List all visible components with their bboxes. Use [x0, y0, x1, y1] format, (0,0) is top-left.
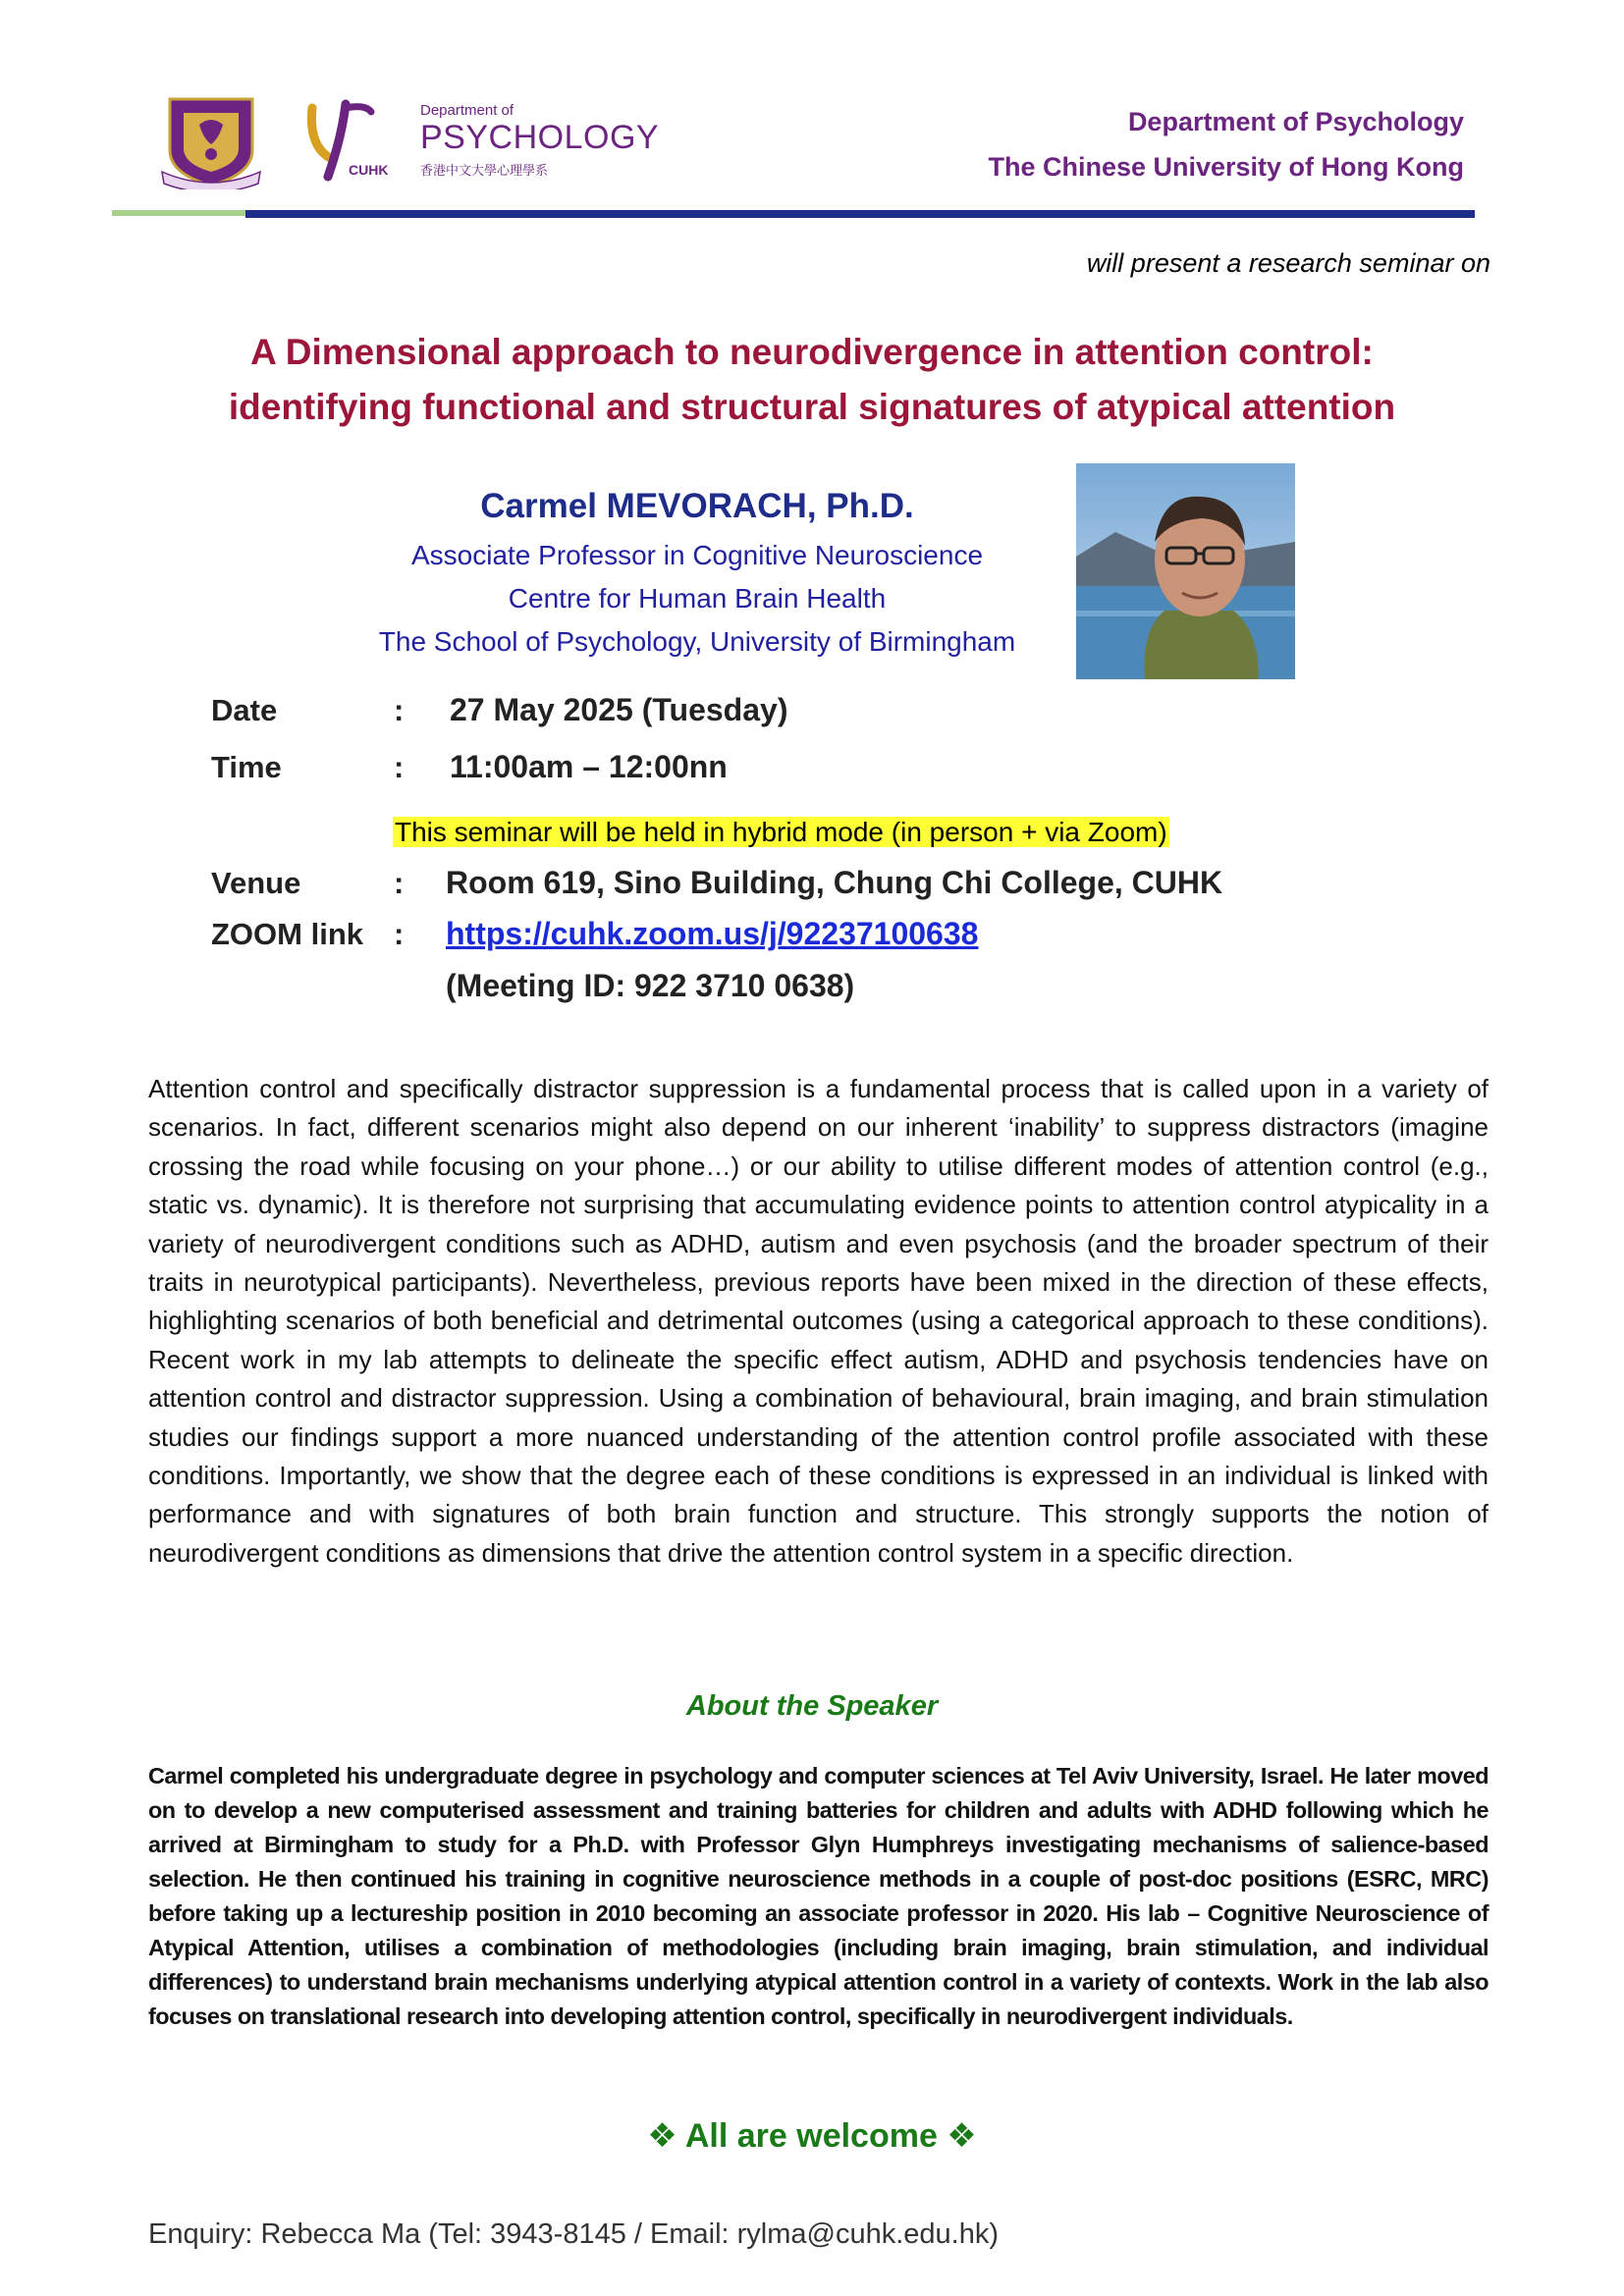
- time-label: Time: [211, 750, 282, 784]
- abstract-text: Attention control and specifically distractor suppression is a fundamental process that is called upon in a variety of scenarios. In fact, different scenarios might also depend on our inherent ‘inability’ to suppress distractors (imagine crossing the road while focusing on your phone…) or our ability to utilise different modes of attention control (e.g., static vs. dynamic). It is therefore not surprising that accumulating evidence points to attention control atypicality in a variety of neurodivergent conditions such as ADHD, autism and even psychosis (and the broader spectrum of their traits in neurotypical participants). Nevertheless, previous reports have been mixed in the direction of these effects, highlighting scenarios of both beneficial and detrimental outcomes (using a categorical approach to these conditions). Recent work in my lab attempts to delineate the specific effect autism, ADHD and psychosis tendencies have on attention control and distractor suppression. Using a combination of behavioural, brain imaging, and brain stimulation studies our findings support a more nuanced understanding of the attention control profile associated with these conditions. Importantly, we show that the degree each of these conditions is expressed in an individual is linked with performance and with signatures of both brain function and structure. This strongly supports the notion of neurodivergent conditions as dimensions that drive the attention control system in a specific direction.: [148, 1074, 1489, 1568]
- time-value: 11:00am – 12:00nn: [450, 749, 728, 784]
- header-divider-navy: [245, 210, 1475, 218]
- logo-dept-small: Department of: [420, 102, 514, 119]
- logo-psychology-text: PSYCHOLOGY: [420, 119, 660, 156]
- venue-colon: :: [394, 866, 405, 900]
- venue-label: Venue: [211, 866, 301, 900]
- speaker-photo: [1076, 463, 1295, 679]
- about-heading: About the Speaker: [685, 1690, 939, 1722]
- speaker-bio: Carmel completed his undergraduate degree in psychology and computer sciences at Tel Aviv University, Israel. He later moved on to develop a new computerised assessment and training batteries for children and adults with ADHD following which he arrived at Birmingham to study for a Ph.D. with Professor Glyn Humphreys investigating mechanisms of salience-based selection. He then continued his training in cognitive neuroscience methods in a couple of post-doc positions (ESRC, MRC) before taking up a lectureship position in 2010 becoming an associate professor in 2020. His lab – Cognitive Neuroscience of Atypical Attention, utilises a combination of methodologies (including brain imaging, brain stimulation, and individual differences) to understand brain mechanisms underlying atypical attention control in a variety of contexts. Work in the lab also focuses on translational research into developing attention control, specifically in neurodivergent individuals.: [148, 1763, 1489, 2029]
- header-university: The Chinese University of Hong Kong: [988, 152, 1464, 182]
- speaker-name: Carmel MEVORACH, Ph.D.: [480, 487, 914, 525]
- intro-text: will present a research seminar on: [1086, 248, 1490, 278]
- welcome-text: ❖ All are welcome ❖: [647, 2117, 977, 2155]
- time-colon: :: [394, 750, 405, 784]
- logo-chinese-text: 香港中文大學心理學系: [420, 163, 549, 178]
- speaker-block: [295, 479, 1100, 664]
- enquiry-text: Enquiry: Rebecca Ma (Tel: 3943-8145 / Email: rylma@cuhk.edu.hk): [148, 2218, 999, 2250]
- seminar-title-line1: A Dimensional approach to neurodivergence in attention control:: [250, 332, 1374, 372]
- date-label: Date: [211, 693, 278, 727]
- header-right: [988, 99, 1464, 189]
- meeting-id: (Meeting ID: 922 3710 0638): [446, 968, 855, 1003]
- date-value: 27 May 2025 (Tuesday): [450, 692, 788, 727]
- seminar-title-line2: identifying functional and structural signatures of atypical attention: [228, 387, 1396, 427]
- cuhk-crest-icon: [160, 95, 262, 189]
- zoom-label: ZOOM link: [211, 917, 363, 951]
- zoom-link[interactable]: https://cuhk.zoom.us/j/92237100638: [446, 916, 979, 951]
- seminar-title: [0, 325, 1624, 435]
- hybrid-note: This seminar will be held in hybrid mode (in person + via Zoom): [395, 817, 1167, 847]
- date-colon: :: [394, 693, 405, 727]
- speaker-school: The School of Psychology, University of Birmingham: [378, 626, 1016, 657]
- speaker-centre: Centre for Human Brain Health: [508, 583, 887, 614]
- venue-value: Room 619, Sino Building, Chung Chi College, CUHK: [446, 865, 1223, 900]
- speaker-position: Associate Professor in Cognitive Neuroscience: [410, 540, 984, 570]
- logo-cuhk-text: CUHK: [349, 162, 389, 178]
- zoom-colon: :: [394, 917, 405, 951]
- header-divider-green: [112, 210, 245, 216]
- header-dept-name: Department of Psychology: [1127, 107, 1464, 136]
